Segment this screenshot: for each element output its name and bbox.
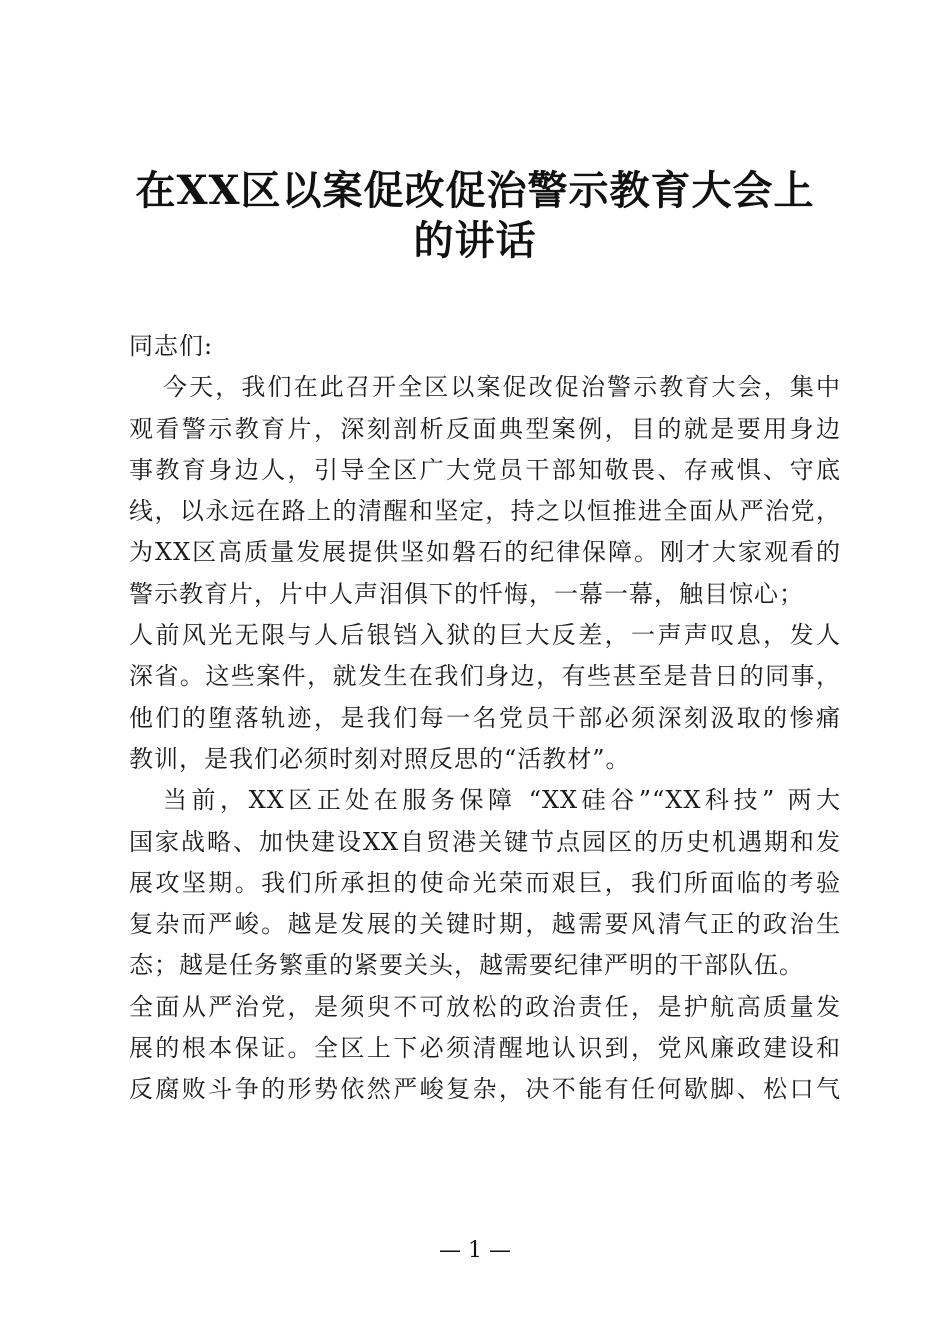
paragraph-line: 线，以永远在路上的清醒和坚定，持之以恒推进全面从严治党，: [129, 497, 841, 526]
document-title: [100, 166, 850, 266]
document-body: [129, 326, 841, 1111]
paragraph-line: 深省。这些案件，就发生在我们身边，有些甚至是昔日的同事，: [129, 662, 841, 691]
paragraph-line: 事教育身边人，引导全区广大党员干部知敬畏、存戒惧、守底: [129, 455, 841, 484]
paragraph-line: 警示教育片，片中人声泪俱下的忏悔，一幕一幕，触目惊心；: [129, 579, 804, 608]
paragraph-line: 当前，XX区正处在服务保障 “XX硅谷”“XX科技” 两大: [163, 786, 841, 815]
page-number: — 1 —: [439, 1238, 511, 1263]
paragraph-line: 观看警示教育片，深刻剖析反面典型案例，目的就是要用身边: [129, 414, 841, 443]
title-line: 的讲话: [413, 217, 537, 264]
paragraph-line: 他们的堕落轨迹，是我们每一名党员干部必须深刻汲取的惨痛: [129, 703, 841, 732]
paragraph-line: 态；越是任务繁重的紧要关头，越需要纪律严明的干部队伍。: [129, 951, 804, 980]
paragraph-line: 为XX区高质量发展提供坚如磐石的纪律保障。刚才大家观看的: [129, 538, 841, 567]
paragraph-line: 人前风光无限与人后银铛入狱的巨大反差，一声声叹息，发人: [129, 621, 841, 650]
paragraph-line: 复杂而严峻。越是发展的关键时期，越需要风清气正的政治生: [129, 910, 841, 939]
paragraph-line: 展的根本保证。全区上下必须清醒地认识到，党风廉政建设和: [129, 1034, 841, 1063]
paragraph-line: 反腐败斗争的形势依然严峻复杂，决不能有任何歇脚、松口气: [129, 1075, 841, 1104]
paragraph-line: 国家战略、加快建设XX自贸港关键节点园区的历史机遇期和发: [129, 827, 841, 856]
salutation: 同志们:: [129, 332, 214, 360]
title-line: 在XX区以案促改促治警示教育大会上: [135, 167, 815, 214]
paragraph-line: 今天，我们在此召开全区以案促改促治警示教育大会，集中: [163, 373, 841, 402]
paragraph-line: 展攻坚期。我们所承担的使命光荣而艰巨，我们所面临的考验: [129, 868, 841, 897]
paragraph-line: 教训，是我们必须时刻对照反思的“活教材”。: [129, 744, 631, 773]
paragraph-line: 全面从严治党，是须臾不可放松的政治责任，是护航高质量发: [129, 992, 841, 1021]
